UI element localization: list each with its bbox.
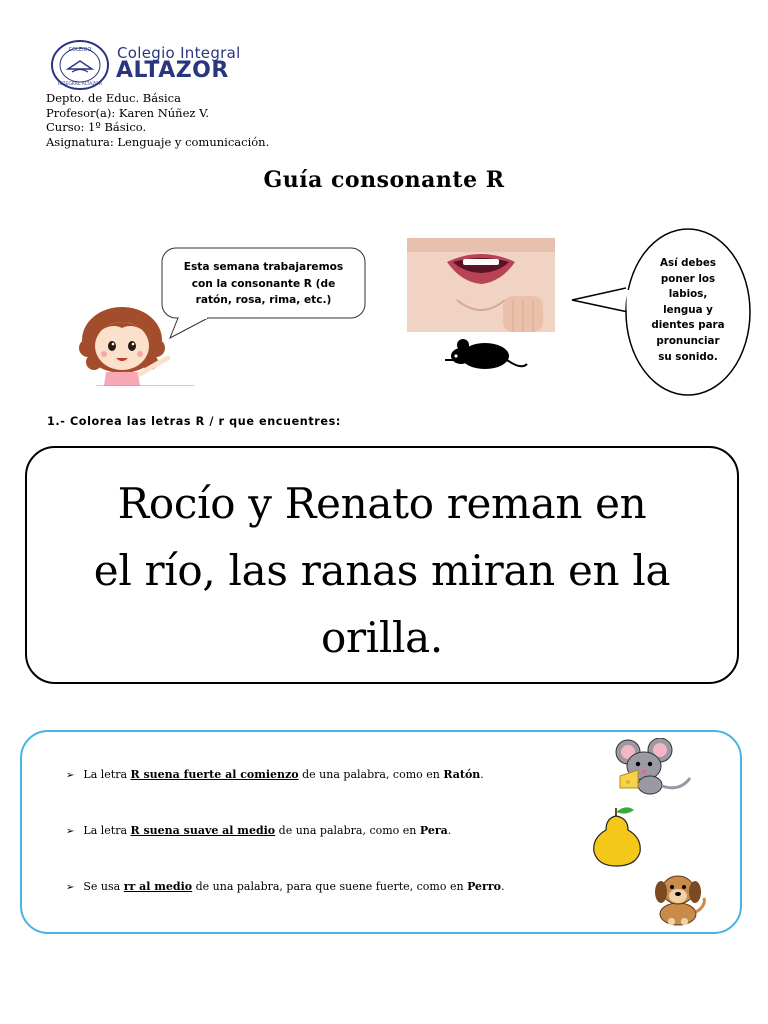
mouse-silhouette-icon: [441, 336, 529, 374]
school-seal-logo: [50, 39, 110, 91]
sentence-line: Rocío y Renato reman en: [117, 479, 647, 528]
pear-icon: [586, 804, 648, 868]
rule-item: ➢ Se usa rr al medio de una palabra, para que suene fuerte, como en Perro.: [66, 880, 505, 893]
speech-bubble-left-text: Esta semana trabajaremos con la consonante R (de ratón, rosa, rima, etc.): [183, 261, 344, 306]
speech-bubble-right-text: Así debes poner los labios, lengua y dientes para pronunciar su sonido.: [651, 257, 725, 363]
girl-illustration: [74, 300, 194, 386]
sentence-line: orilla.: [321, 613, 443, 662]
arrow-bullet-icon: ➢: [66, 826, 75, 837]
svg-text:COLEGIO: COLEGIO: [68, 47, 92, 53]
svg-text:INTEGRAL ALTAZOR: INTEGRAL ALTAZOR: [58, 82, 102, 87]
arrow-bullet-icon: ➢: [66, 770, 75, 781]
dog-icon: [648, 870, 710, 926]
teacher-line: Profesor(a): Karen Núñez V.: [46, 105, 210, 120]
page-title: Guía consonante R: [263, 167, 505, 193]
mouse-icon: [608, 738, 694, 796]
sentence-line: el río, las ranas miran en la: [93, 546, 671, 595]
subject-line: Asignatura: Lenguaje y comunicación.: [46, 135, 270, 150]
department-line: Depto. de Educ. Básica: [46, 91, 181, 105]
course-line: Curso: 1º Básico.: [46, 120, 147, 135]
logo-brand-name: ALTAZOR: [116, 58, 229, 83]
activity-sentence: [25, 470, 739, 671]
rule-item: ➢ La letra R suena fuerte al comienzo de una palabra, como en Ratón.: [66, 768, 484, 781]
document-meta: [46, 91, 269, 150]
logo-school-name: Colegio Integral: [117, 44, 241, 62]
mouth-photo: [407, 238, 555, 332]
arrow-bullet-icon: ➢: [66, 882, 75, 893]
activity-instruction: 1.- Colorea las letras R / r que encuentres:: [47, 415, 341, 428]
rule-item: ➢ La letra R suena suave al medio de una palabra, como en Pera.: [66, 824, 452, 837]
